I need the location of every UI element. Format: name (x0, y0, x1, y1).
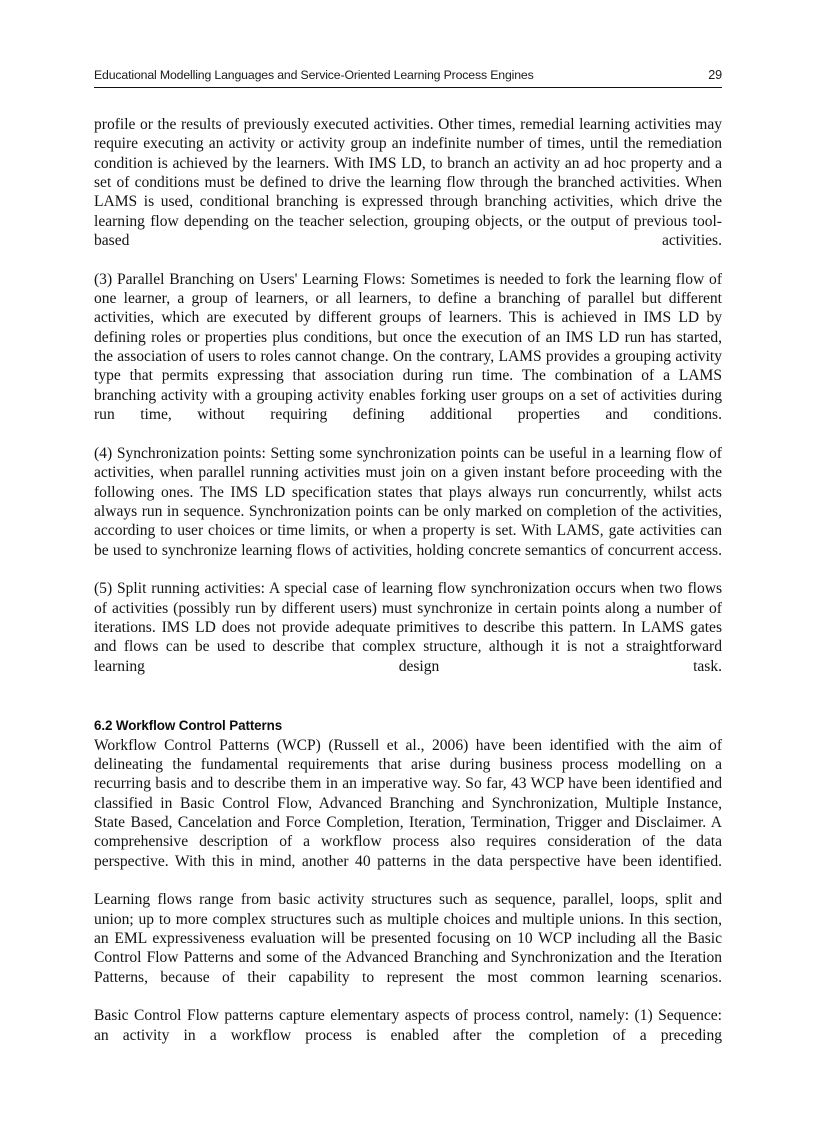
paragraph-basic-control-flow: Basic Control Flow patterns capture elementary aspects of process control, namely: (1) Sequence: an activity in a workflow process is enabled after the completion of a preceding (94, 1007, 722, 1044)
paragraph-split-running-activities: (5) Split running activities: A special case of learning flow synchronization occurs when two flows of activities (possibly run by different users) must synchronize in certain points along a number of iterations. IMS LD does not provide adequate primitives to describe this pattern. In LAMS gates and flows can be used to describe that complex structure, although it is not a straightforward learning design task. (94, 580, 722, 675)
paragraph-profile-results: profile or the results of previously executed activities. Other times, remedial learning activities may require executing an activity or activity group an indefinite number of times, until the remediation condition is achieved by the learners. With IMS LD, to branch an activity an ad hoc property and a set of conditions must be defined to drive the learning flow through the branched activities. When LAMS is used, conditional branching is expressed through branching activities, which drive the learning flow depending on the teacher selection, grouping objects, or the output of previous tool-based activities. (94, 116, 722, 250)
running-head-title: Educational Modelling Languages and Service-Oriented Learning Process Engines (94, 68, 534, 82)
running-head (94, 68, 722, 82)
page-number: 29 (708, 68, 722, 82)
section-heading-6-2: 6.2 Workflow Control Patterns (94, 718, 283, 734)
heading-spacer (94, 695, 722, 716)
paragraph-learning-flows: Learning flows range from basic activity structures such as sequence, parallel, loops, split and union; up to more complex structures such as multiple choices and multiple unions. In this section, an EML expressiveness evaluation will be presented focusing on 10 WCP including all the Basic Control Flow Patterns and some of the Advanced Branching and Synchronization and the Iteration Patterns, because of their capability to represent the most common learning scenarios. (94, 891, 722, 986)
paragraph-synchronization-points: (4) Synchronization points: Setting some synchronization points can be useful in a learning flow of activities, when parallel running activities must join on a given instant before proceeding with the following ones. The IMS LD specification states that plays always run concurrently, whilst acts always run in sequence. Synchronization points can be only marked on completion of the activities, according to user choices or time limits, or when a property is set. With LAMS, gate activities can be used to synchronize learning flows of activities, holding concrete semantics of concurrent access. (94, 444, 722, 559)
body-text-column (94, 115, 722, 1065)
running-head-rule (94, 87, 722, 88)
paragraph-parallel-branching: (3) Parallel Branching on Users' Learning Flows: Sometimes is needed to fork the learning flow of one learner, a group of learners, or all learners, to define a branching of parallel but different activities, which are executed by different groups of learners. This is achieved in IMS LD by defining roles or properties plus conditions, but once the execution of an IMS LD run has started, the association of users to roles cannot change. On the contrary, LAMS provides a grouping activity type that permits expressing that association during run time. The combination of a LAMS branching activity with a grouping activity enables forking user groups on a set of activities during run time, without requiring defining additional properties and conditions. (94, 270, 722, 424)
paragraph-wcp-definition: Workflow Control Patterns (WCP) (Russell et al., 2006) have been identified with the aim of delineating the fundamental requirements that arise during business process modelling on a recurring basis and to describe them in an imperative way. So far, 43 WCP have been identified and classified in Basic Control Flow, Advanced Branching and Synchronization, Multiple Instance, State Based, Cancelation and Force Completion, Iteration, Termination, Trigger and Disclaimer. A comprehensive description of a workflow process also requires consideration of the data perspective. With this in mind, another 40 patterns in the data perspective have been identified. (94, 736, 722, 870)
